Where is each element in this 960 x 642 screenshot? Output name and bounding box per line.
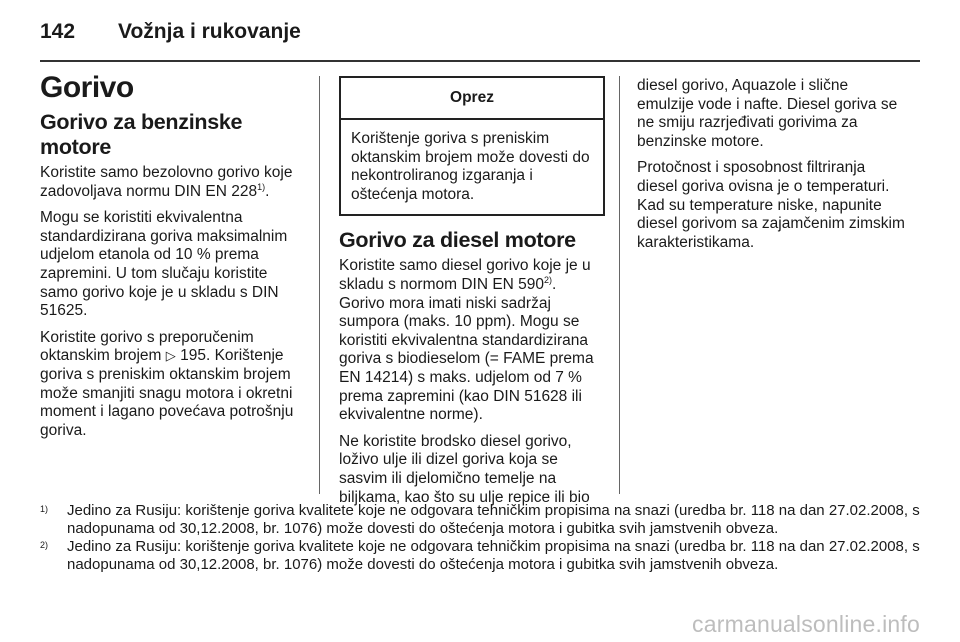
footnote-2: 2) Jedino za Rusiju: korištenje goriva kvalitete koje ne odgovara tehničkim propisima na snazi (uredba br. 118 na dan 27.02.2008, s nadopunama od 30,12.2008, br. 1076) može dovesti do oštećenja motora i gubitka svih jamstvenih obveza.	[40, 538, 920, 573]
petrol-paragraph-3: Koristite gorivo s preporučenim oktanskim brojem ▷ 195. Korištenje goriva s preniskim oktanskim brojem može smanjiti snagu motora i okretni moment i lagano povećava potrošnju goriva.	[40, 328, 294, 439]
footnote-1: 1) Jedino za Rusiju: korištenje goriva kvalitete koje ne odgovara tehničkim propisima na snazi (uredba br. 118 na dan 27.02.2008, s nadopunama od 30,12.2008, br. 1076) može dovesti do oštećenja motora i gubitka svih jamstvenih obveza.	[40, 502, 920, 537]
footnotes	[40, 502, 920, 574]
column-divider-left	[319, 76, 320, 494]
footnote-ref-2[interactable]: 2)	[544, 274, 553, 285]
caution-title: Oprez	[341, 78, 603, 120]
page-header	[40, 20, 920, 54]
page-ref-arrow-icon: ▷	[165, 348, 176, 364]
page-heading: Gorivo	[40, 71, 134, 104]
caution-text: Korištenje goriva s preniskim oktanskim brojem može dovesti do nekontroliranog izgaranja i oštećenja motora.	[351, 130, 590, 203]
footnote-mark: 2)	[40, 540, 49, 550]
caution-box	[339, 76, 605, 216]
header-rule	[40, 60, 920, 62]
page-ref-link[interactable]: 195	[180, 347, 206, 365]
watermark: carmanualsonline.info	[692, 611, 920, 637]
column-2	[339, 76, 605, 515]
column-3	[637, 77, 905, 260]
diesel-paragraph-2: Ne koristite brodsko diesel gorivo, loživo ulje ili dizel goriva koja se sasvim ili djelomično temelje na biljkama, kao što su ulje repice ili bio	[339, 432, 590, 506]
petrol-paragraph-2: Mogu se koristiti ekvivalentna standardizirana goriva maksimalnim udjelom etanola od 10 % prema zapremini. U tom slučaju koristite samo gorivo koje je u skladu s DIN 51625.	[40, 209, 288, 320]
page-number: 142	[40, 20, 76, 43]
petrol-paragraph-1: Koristite samo bezolovno gorivo koje zadovoljava normu DIN EN 228$^{1)}$.	[40, 164, 293, 200]
diesel-paragraph-1: Koristite samo diesel gorivo koje je u skladu s normom DIN EN 590$^{2)}$. Gorivo mora imati niski sadržaj sumpora (maks. 10 ppm). Mogu se koristiti ekvivalentna standardizirana goriva s biodieselom (= FAME prema EN 14214) s maks. udjelom od 7 % prema zapremini (kao DIN 51628 ili ekvivalentne norme).	[339, 257, 594, 424]
petrol-heading: Gorivo za benzinske motore	[40, 110, 243, 159]
section-title: Vožnja i rukovanje	[118, 20, 301, 43]
diesel-heading: Gorivo za diesel motore	[339, 228, 576, 253]
footnote-mark: 1)	[40, 504, 49, 514]
diesel-paragraph-4: Protočnost i sposobnost filtriranja diesel goriva ovisna je o temperaturi. Kad su temperature niske, napunite diesel gorivom sa zajamčenim zimskim karakteristikama.	[637, 159, 905, 251]
footnote-ref-1[interactable]: 1)	[257, 181, 266, 192]
diesel-paragraph-3: diesel gorivo, Aquazole i slične emulzije vode i nafte. Diesel goriva se ne smiju razrjeđivati gorivima za benzinske motore.	[637, 77, 898, 150]
column-divider-right	[619, 76, 620, 494]
column-1	[40, 70, 306, 448]
